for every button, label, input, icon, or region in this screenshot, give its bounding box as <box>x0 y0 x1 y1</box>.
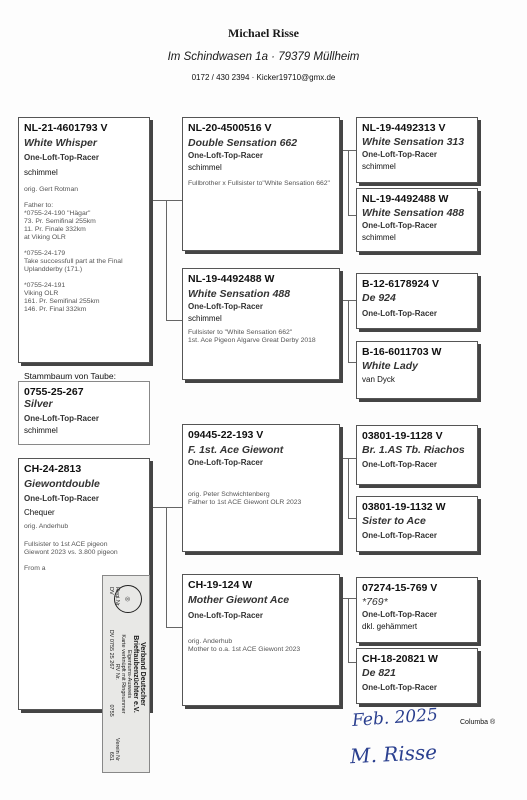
pigeon-name: White Sensation 488 <box>362 207 465 219</box>
pigeon-name: Sister to Ace <box>362 515 426 527</box>
connector-line <box>348 458 349 518</box>
card-subtitle: Karte verknüpft mit Ringnummer <box>120 634 126 714</box>
pigeon-name: De 924 <box>362 292 396 304</box>
columba-mark: Columba ® <box>460 719 496 726</box>
subject-label: Stammbaum von Taube: <box>24 371 116 381</box>
pigeon-name: White Sensation 488 <box>188 288 291 300</box>
pigeon-name: White Whisper <box>24 137 97 149</box>
connector-line <box>348 598 349 662</box>
card-title: Eigentums-Ausweis <box>126 649 132 699</box>
pigeon-name: *769* <box>362 596 388 608</box>
pigeon-name: F. 1st. Ace Giewont <box>188 444 284 456</box>
pigeon-color: schimmel <box>188 314 222 323</box>
pigeon-name: Double Sensation 662 <box>188 137 298 149</box>
association-name: Verband Deutscher <box>139 642 146 706</box>
pigeon-name: Mother Giewont Ace <box>188 594 290 606</box>
pedigree-card-gen3-5 <box>356 425 478 485</box>
pigeon-line: One-Loft-Top-Racer <box>188 611 263 620</box>
pigeon-line: One-Loft-Top-Racer <box>24 494 99 503</box>
pigeon-name: White Lady <box>362 360 419 372</box>
connector-line <box>166 507 167 627</box>
association-name-2: Brieftaubenzüchter e.V. <box>132 635 139 713</box>
pigeon-color: schimmel <box>188 163 222 172</box>
breeder-name: Michael Risse <box>228 26 299 40</box>
pedigree-card-sire-dam <box>182 268 340 380</box>
pedigree-card-gen3-1 <box>356 117 478 183</box>
pigeon-line: One-Loft-Top-Racer <box>362 221 437 230</box>
pedigree-card-gen3-3 <box>356 273 478 329</box>
ring-number: 07274-15-769 V <box>362 582 438 594</box>
pigeon-note: orig. Anderhub Mother to o.a. 1st ACE Giewont 2023 <box>188 638 301 653</box>
pigeon-line: One-Loft-Top-Racer <box>362 150 437 159</box>
ring-number: 03801-19-1128 V <box>362 430 443 442</box>
pigeon-color: dkl. gehämmert <box>362 622 418 631</box>
pigeon-note: Fullbrother x Fullsister to"White Sensation 662" <box>188 180 330 187</box>
verein-label: Verein Nr <box>114 738 120 761</box>
connector-line <box>348 150 349 215</box>
pigeon-line: One-Loft-Top-Racer <box>24 153 99 162</box>
pigeon-color: schimmel <box>24 426 58 435</box>
connector-line <box>348 662 356 663</box>
ring-number: NL-21-4601793 V <box>24 122 108 134</box>
pedigree-card-dam-dam <box>182 574 340 706</box>
ring-number: B-12-6178924 V <box>362 278 440 290</box>
ring-number: 0755-25-267 <box>24 386 84 398</box>
pigeon-line: One-Loft-Top-Racer <box>362 309 437 318</box>
pigeon-line: One-Loft-Top-Racer <box>188 458 263 467</box>
ownership-card <box>102 575 150 773</box>
pedigree-card-sire-sire <box>182 117 340 251</box>
connector-line <box>348 362 356 363</box>
pigeon-note: Fullsister to "White Sensation 662" 1st. Ace Pigeon Algarve Great Derby 2018 <box>188 329 316 344</box>
ring-value: DV 0755 25 267 <box>108 629 114 670</box>
pigeon-line: van Dyck <box>362 375 395 384</box>
pedigree-card-gen3-8 <box>356 648 478 704</box>
pigeon-name: White Sensation 313 <box>362 136 465 148</box>
ring-number: CH-19-124 W <box>188 579 253 591</box>
pigeon-line: One-Loft-Top-Racer <box>362 683 437 692</box>
signature: M. Risse <box>349 739 438 769</box>
pedigree-card-gen3-4 <box>356 341 478 399</box>
ring-number: 03801-19-1132 W <box>362 501 446 513</box>
ownership-card-content <box>106 579 146 769</box>
rv-value: 0755 <box>108 704 114 717</box>
pigeon-color: schimmel <box>24 168 58 177</box>
connector-line <box>348 215 356 216</box>
pigeon-note: From a <box>24 565 46 572</box>
connector-line <box>166 200 167 320</box>
pedigree-card-gen3-2 <box>356 188 478 252</box>
pedigree-card-sire <box>18 117 150 363</box>
pigeon-origin: orig. Gert Rotman <box>24 186 79 193</box>
ring-number: CH-24-2813 <box>24 463 82 475</box>
pigeon-color: schimmel <box>362 233 396 242</box>
handwritten-date: Feb. 2025 <box>351 705 439 731</box>
pigeon-name: Silver <box>24 398 53 410</box>
pedigree-card-gen3-6 <box>356 496 478 552</box>
ring-number: 09445-22-193 V <box>188 429 264 441</box>
reg-value: DV <box>108 587 114 595</box>
pigeon-origin: orig. Anderhub <box>24 523 69 530</box>
connector-line <box>348 518 356 519</box>
verein-value: 651 <box>108 751 114 761</box>
pigeon-line: One-Loft-Top-Racer <box>188 151 263 160</box>
ring-number: NL-19-4492488 W <box>188 273 275 285</box>
pigeon-name: Giewontdouble <box>24 478 100 490</box>
ring-number: CH-18-20821 W <box>362 653 438 665</box>
reg-label: Regi.Nr <box>114 587 120 606</box>
ring-number: NL-20-4500516 V <box>188 122 272 134</box>
connector-line <box>166 320 182 321</box>
pigeon-line: One-Loft-Top-Racer <box>362 460 437 469</box>
pedigree-card-gen3-7 <box>356 577 478 643</box>
pigeon-line: One-Loft-Top-Racer <box>188 302 263 311</box>
pigeon-color: Chequer <box>24 508 55 517</box>
pedigree-card-subject <box>18 381 150 445</box>
pigeon-name: Br. 1.AS Tb. Riachos <box>362 444 465 456</box>
pigeon-color: schimmel <box>362 162 396 171</box>
pedigree-card-dam-sire <box>182 424 340 552</box>
breeder-address: Im Schindwasen 1a · 79379 Müllheim <box>167 51 360 63</box>
connector-line <box>166 627 182 628</box>
association-logo-icon: ◎ <box>114 585 142 613</box>
ring-number: B-16-6011703 W <box>362 346 442 358</box>
pigeon-achievements: Fullsister to 1st ACE pigeon Giewont 2023 vs. 3.800 pigeon <box>24 541 118 556</box>
pigeon-name: De 821 <box>362 667 396 679</box>
ring-number: NL-19-4492488 W <box>362 193 449 205</box>
pigeon-line: One-Loft-Top-Racer <box>24 414 99 423</box>
rv-label: RV Nr. <box>114 663 120 680</box>
pigeon-line: One-Loft-Top-Racer <box>362 531 437 540</box>
pigeon-line: One-Loft-Top-Racer <box>362 610 437 619</box>
connector-line <box>348 300 349 362</box>
breeder-contact: 0172 / 430 2394 · Kicker19710@gmx.de <box>191 73 336 82</box>
pigeon-note: orig. Peter Schwichtenberg Father to 1st ACE Giewont OLR 2023 <box>188 491 302 506</box>
ring-number: NL-19-4492313 V <box>362 122 446 134</box>
pigeon-achievements: Father to: *0755-24-190 "Hägar" 73. Pr. Semifinal 255km 11. Pr. Finale 332km at Viking OLR *0755-24-179 Take successfull part at the Final Uplandderby (171.) *0755-24-191 Viking OLR 161. Pr. Semifinal 255km 146. Pr. Final 332km <box>24 202 123 313</box>
